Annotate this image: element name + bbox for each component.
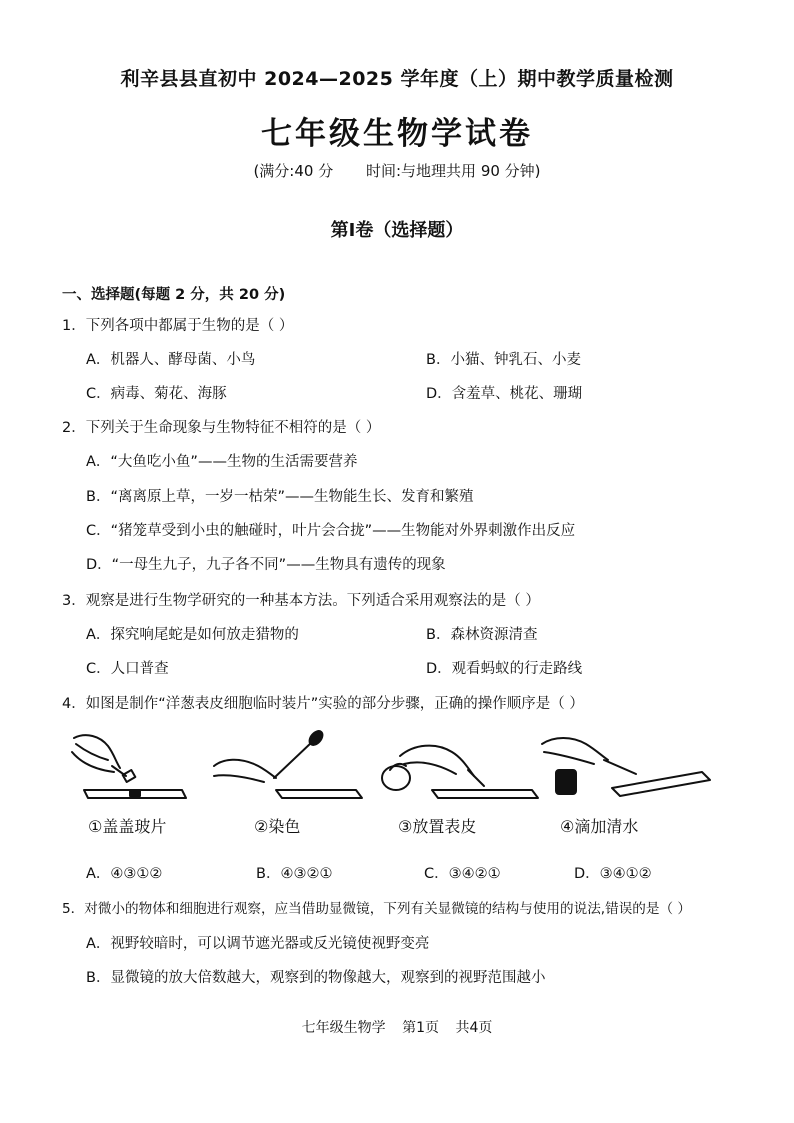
figure-caption-1: ①盖盖玻片 — [88, 817, 167, 836]
question-3-option-c: C．人口普查 — [86, 661, 169, 677]
step-3-drawing — [382, 746, 538, 798]
footer-subject: 七年级生物学 — [301, 1020, 386, 1036]
figure-caption-3: ③放置表皮 — [398, 817, 477, 836]
question-4-option-b: B．④③②① — [256, 866, 333, 882]
question-3-option-d: D．观看蚂蚁的行走路线 — [426, 661, 583, 677]
question-3-stem: 3．观察是进行生物学研究的一种基本方法。下列适合采用观察法的是（ ） — [62, 593, 540, 609]
school-line: 利辛县县直初中 2024—2025 学年度（上）期中教学质量检测 — [120, 68, 674, 90]
question-5-option-a: A．视野较暗时，可以调节遮光器或反光镜使视野变亮 — [86, 936, 430, 952]
question-5-stem: 5．对微小的物体和细胞进行观察，应当借助显微镜，下列有关显微镜的结构与使用的说法,错误的是（ ） — [62, 901, 692, 917]
exam-title: 七年级生物学试卷 — [261, 116, 533, 152]
question-1-option-a: A．机器人、酵母菌、小鸟 — [86, 352, 256, 368]
question-1-option-c: C．病毒、菊花、海豚 — [86, 386, 227, 402]
question-3-option-b: B．森林资源清查 — [426, 627, 538, 643]
question-4-stem: 4．如图是制作“洋葱表皮细胞临时装片”实验的部分步骤，正确的操作顺序是（ ） — [62, 696, 584, 712]
experiment-steps-illustration — [64, 730, 732, 810]
question-2-option-d: D．“一母生九子，九子各不同”——生物具有遗传的现象 — [86, 557, 446, 573]
footer-page: 第1页 — [402, 1020, 439, 1036]
section-heading: 一、选择题(每题 2 分，共 20 分) — [62, 287, 286, 303]
part-title: 第Ⅰ卷（选择题） — [330, 220, 464, 241]
step-2-drawing — [214, 730, 362, 798]
question-1-option-b: B．小猫、钟乳石、小麦 — [426, 352, 581, 368]
question-2-option-c: C．“猪笼草受到小虫的触碰时，叶片会合拢”——生物能对外界刺激作出反应 — [86, 523, 576, 539]
question-3-option-a: A．探究响尾蛇是如何放走猎物的 — [86, 627, 299, 643]
experiment-steps-figure — [64, 730, 732, 842]
exam-info — [0, 160, 794, 181]
question-4-option-d: D．③④①② — [574, 866, 652, 882]
figure-caption-4: ④滴加清水 — [560, 817, 639, 836]
question-2-option-a: A．“大鱼吃小鱼”——生物的生活需要营养 — [86, 454, 358, 470]
figure-caption-2: ②染色 — [254, 817, 301, 836]
question-5-option-b: B．显微镜的放大倍数越大，观察到的物像越大，观察到的视野范围越小 — [86, 970, 546, 986]
question-4-option-c: C．③④②① — [424, 866, 501, 882]
question-2-option-b: B．“离离原上草，一岁一枯荣”——生物能生长、发育和繁殖 — [86, 489, 474, 505]
step-4-drawing — [542, 738, 710, 796]
question-4-option-a: A．④③①② — [86, 866, 163, 882]
time-info: 时间:与地理共用 90 分钟) — [366, 162, 541, 180]
step-1-drawing — [72, 735, 186, 798]
question-2-stem: 2．下列关于生命现象与生物特征不相符的是（ ） — [62, 420, 381, 436]
page-footer — [0, 1017, 794, 1037]
question-1-stem: 1．下列各项中都属于生物的是（ ） — [62, 318, 294, 334]
question-1-option-d: D．含羞草、桃花、珊瑚 — [426, 386, 583, 402]
score-info: (满分:40 分 — [253, 162, 334, 180]
footer-total: 共4页 — [455, 1020, 493, 1036]
